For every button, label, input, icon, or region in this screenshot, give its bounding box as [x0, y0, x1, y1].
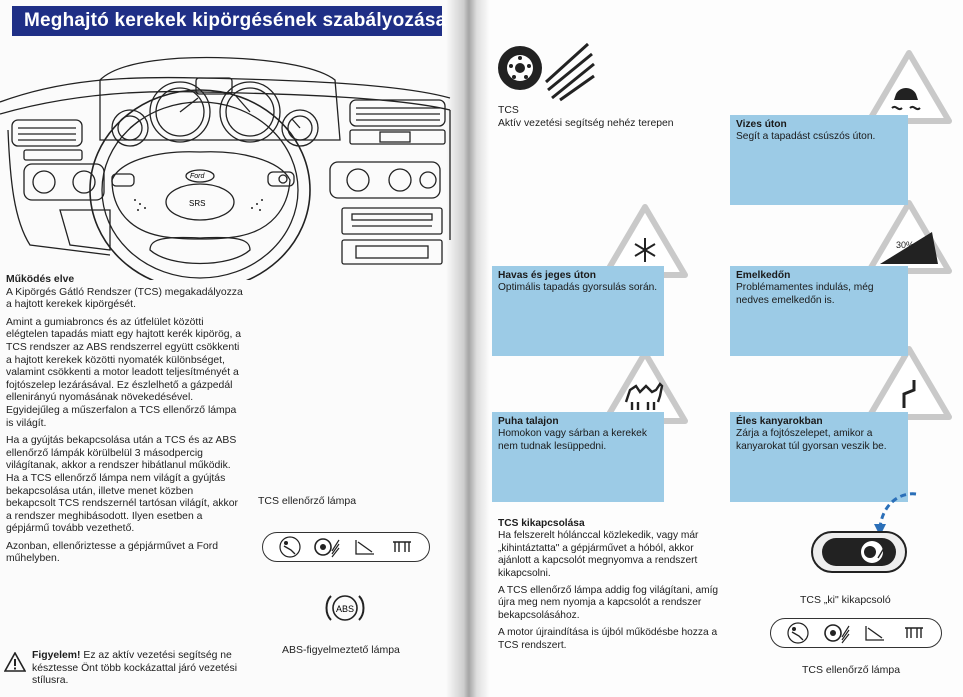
info-box-title: Vizes úton: [736, 119, 787, 130]
body-text: [6, 274, 244, 571]
info-box-snow: [492, 266, 664, 356]
right-page: [468, 0, 963, 697]
tcs-off-switch-label: TCS „ki" kikapcsoló: [800, 594, 891, 606]
page-title: Meghajtó kerekek kipörgésének szabályozása: [12, 6, 442, 36]
slope-sign-icon: [866, 200, 952, 274]
tcs-icon: [314, 536, 340, 558]
tcs-icon: [824, 622, 850, 644]
abs-warning-icon: [322, 588, 368, 628]
left-page: [0, 0, 468, 697]
glow-plug-icon: [389, 536, 415, 558]
ford-logo-text: Ford: [190, 173, 205, 180]
section-heading: Működés elve: [6, 274, 75, 285]
info-box-wet-road: [730, 115, 908, 205]
paragraph: A TCS ellenőrző lámpa addig fog világítani, amíg újra meg nem nyomja a kapcsolót a rendszer bekapcsolásához.: [498, 585, 719, 621]
tcs-title: TCS: [498, 105, 519, 116]
handbrake-icon: [862, 622, 888, 644]
paragraph: Azonban, ellenőriztesse a gépjárművet a Ford műhelyben.: [6, 540, 218, 565]
airbag-icon: [277, 536, 303, 558]
slippery-road-sign-icon: [866, 50, 952, 124]
paragraph: A motor újraindítása is újból működésbe hozza a TCS rendszert.: [498, 627, 718, 651]
info-box-title: Éles kanyarokban: [736, 416, 823, 427]
slope-percent-label: 30%: [896, 240, 915, 250]
srs-label: SRS: [189, 199, 206, 208]
info-box-title: Puha talajon: [498, 416, 559, 427]
tcs-subtitle: Aktív vezetési segítség nehéz terepen: [498, 117, 674, 129]
info-box-text: Zárja a fojtószelepet, amikor a kanyarokat túl gyorsan veszik be.: [736, 428, 887, 452]
tcs-lamp-panel: [262, 532, 430, 562]
abs-lamp-label: ABS-figyelmeztető lámpa: [282, 644, 400, 656]
tcs-off-heading: TCS kikapcsolása: [498, 518, 585, 529]
info-box-soft-ground: [492, 412, 664, 502]
airbag-icon: [785, 622, 811, 644]
paragraph: Ha a gyújtás bekapcsolása után a TCS és az ABS ellenőrző lámpák körülbelül 3 másodpercig világítanak, akkor a rendszer hibátlanul működik. Ha a TCS ellenőrző lámpa nem világít a gyújtás bekapcsolása után, illetve menet közben bekapcsolt TCS rendszernél tartósan világít, akkor a rendszer meghibásodott. Ilyen esetben a gépjármű tovább vezethető.: [6, 435, 238, 535]
tcs-lamp-label: TCS ellenőrző lámpa: [258, 495, 357, 507]
info-box-slope: [730, 266, 908, 356]
paragraph: Amint a gumiabroncs és az útfelület közötti elégtelen tapadás miatt egy hajtott kerék kipörög, a TCS rendszer az ABS rendszerrel együtt csökkenti a hajtott kerekek közötti nyomaték különbséget, valamint csökkenti a motor leadott teljesítményét a fojtószelep lezárásával. Ez észlelhető a gázpedál ellenirányú nyomásának növekedésével. Egyidejűleg a műszerfalon a TCS ellenőrző lámpa is világít.: [6, 316, 242, 429]
dashboard-illustration: [0, 40, 468, 280]
tcs-intro: [498, 105, 674, 130]
info-box-text: Problémamentes indulás, még nedves emelkedőn is.: [736, 282, 874, 306]
tcs-wheel-icon: [496, 36, 596, 102]
handbrake-icon: [352, 536, 378, 558]
info-box-text: Homokon vagy sárban a kerekek nem tudnak lesüppedni.: [498, 428, 647, 452]
info-box-text: Optimális tapadás gyorsulás során.: [498, 282, 658, 294]
paragraph: A Kipörgés Gátló Rendszer (TCS) megakadályozza a hajtott kerekek kipörgését.: [6, 286, 243, 311]
info-box-text: Segít a tapadást csúszós úton.: [736, 131, 876, 143]
tcs-off-section: [498, 518, 728, 657]
info-box-title: Havas és jeges úton: [498, 270, 596, 281]
sharp-curve-sign-icon: [866, 346, 952, 420]
tcs-off-switch-illustration: [798, 488, 918, 584]
warning-triangle-icon: [4, 652, 26, 672]
tcs-lamp-panel-right: [770, 618, 942, 648]
abs-icon-text: ABS: [336, 604, 355, 614]
warning-text: Ez az aktív vezetési segítség ne késztesse Önt több kockázattal járó vezetési stílusra.: [32, 650, 238, 687]
paragraph: Ha felszerelt hólánccal közlekedik, vagy már „kihintáztatta" a gépjárművet a hóból, akkor ajánlott a kapcsolót megnyomva a rendszert kikapcsolni.: [498, 530, 699, 579]
info-box-title: Emelkedőn: [736, 270, 791, 281]
warning-title: Figyelem!: [32, 650, 81, 661]
glow-plug-icon: [901, 622, 927, 644]
warning-note: [4, 650, 244, 688]
tcs-lamp-label-right: TCS ellenőrző lámpa: [802, 664, 901, 676]
